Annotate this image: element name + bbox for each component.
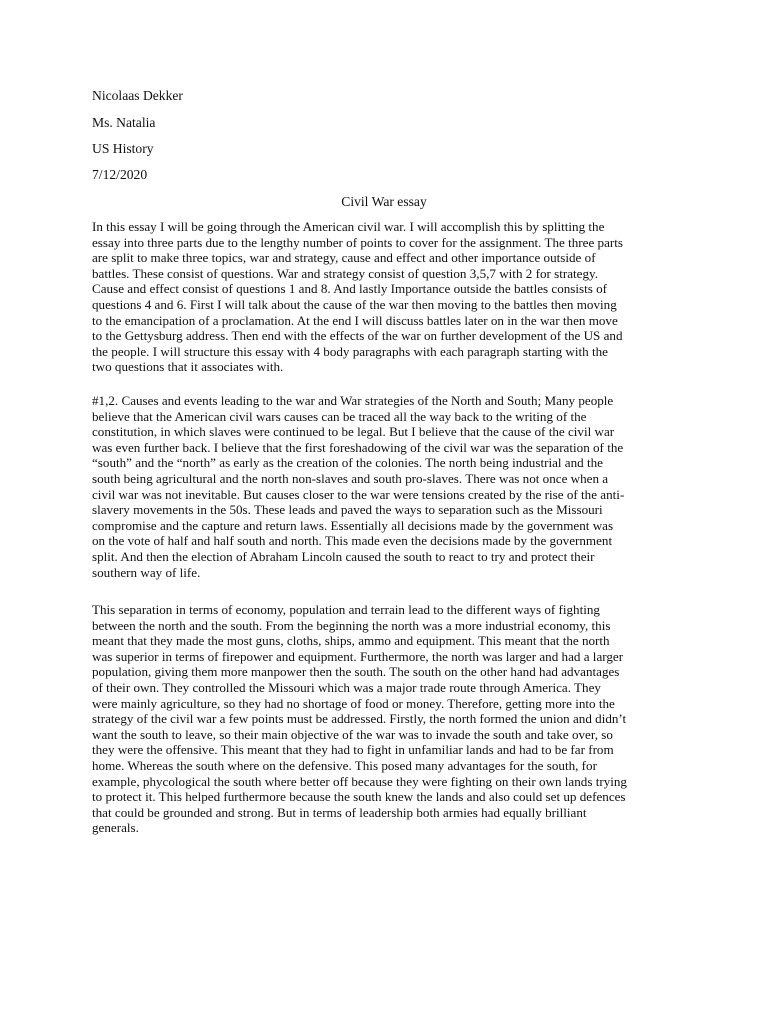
paragraph-line: example, phycological the south where better off because they were fighting on their own lands trying bbox=[92, 773, 627, 789]
paragraph-line: south being agricultural and the north non-slaves and south pro-slaves. There was not once when a bbox=[92, 470, 609, 486]
paragraph-line: population, giving them more manpower then the south. The south on the other hand had advantages bbox=[92, 664, 620, 680]
course-name: US History bbox=[92, 141, 154, 156]
paragraph-line: questions 4 and 6. First I will talk about the cause of the war then moving to the battles then moving bbox=[92, 296, 617, 312]
paragraph-strategy bbox=[92, 602, 675, 836]
paragraph-line: “south” and the “north” as early as the creation of the colonies. The north being industrial and the bbox=[92, 455, 603, 471]
paragraph-line: of their own. They controlled the Missouri which was a major trade route through America. They bbox=[92, 679, 601, 695]
paragraph-intro bbox=[92, 219, 675, 375]
paragraph-causes bbox=[92, 393, 675, 580]
paragraph-line: civil war was not inevitable. But causes closer to the war were tensions created by the rise of the anti- bbox=[92, 486, 625, 502]
paragraph-line: strategy of the civil war a few points must be addressed. Firstly, the north formed the union and didn’t bbox=[92, 711, 627, 727]
paragraph-line: was even further back. I believe that the first foreshadowing of the civil war was the separation of the bbox=[92, 439, 624, 455]
paragraph-line: southern way of life. bbox=[92, 564, 201, 580]
paragraph-line: was superior in terms of firepower and equipment. Furthermore, the north was larger and had a larger bbox=[92, 648, 624, 664]
author-name: Nicolaas Dekker bbox=[92, 88, 183, 103]
paragraph-line: they were the offensive. This meant that they had to fight in unfamiliar lands and had to be far from bbox=[92, 742, 614, 758]
paragraph-line: Cause and effect consist of questions 1 and 8. And lastly Importance outside the battles consists of bbox=[92, 281, 608, 297]
paragraph-line: compromise and the capture and return laws. Essentially all decisions made by the government was bbox=[92, 517, 614, 533]
paragraph-line: #1,2. Causes and events leading to the war and War strategies of the North and South; Many people bbox=[92, 393, 614, 408]
paragraph-line: slavery movements in the 50s. These leads and paved the ways to separation such as the Missouri bbox=[92, 502, 603, 518]
paragraph-line: meant that they made the most guns, cloths, ships, ammo and equipment. This meant that the north bbox=[92, 633, 610, 649]
paragraph-line: home. Whereas the south where on the defensive. This posed many advantages for the south, for bbox=[92, 757, 597, 773]
paragraph-line: constitution, in which slaves were continued to be legal. But I believe that the cause of the civil war bbox=[92, 424, 615, 440]
paragraph-line: the people. I will structure this essay with 4 body paragraphs with each paragraph starting with the bbox=[92, 343, 608, 359]
paragraph-line: to protect it. This helped furthermore because the south knew the lands and also could set up defences bbox=[92, 789, 626, 805]
paragraph-line: generals. bbox=[92, 820, 139, 836]
paragraph-line: that could be grounded and strong. But in terms of leadership both armies had equally brilliant bbox=[92, 804, 587, 820]
teacher-name: Ms. Natalia bbox=[92, 115, 156, 130]
paragraph-line: two questions that it associates with. bbox=[92, 359, 284, 375]
paragraph-line: believe that the American civil wars causes can be traced all the way back to the writing of the bbox=[92, 408, 587, 424]
paragraph-line: battles. These consist of questions. War and strategy consist of question 3,5,7 with 2 for strategy. bbox=[92, 265, 599, 281]
paragraph-line: to the Gettysburg address. Then end with the effects of the war on further development of the US and bbox=[92, 328, 623, 344]
paragraph-line: want the south to leave, so their main objective of the war was to invade the south and take over, so bbox=[92, 726, 613, 742]
paragraph-line: essay into three parts due to the lengthy number of points to cover for the assignment. The three parts bbox=[92, 234, 624, 250]
paragraph-line: split. And then the election of Abraham Lincoln caused the south to react to try and protect their bbox=[92, 548, 595, 564]
paragraph-line: This separation in terms of economy, population and terrain lead to the different ways of fighting bbox=[92, 602, 600, 617]
paragraph-line: are split to make three topics, war and strategy, cause and effect and other importance outside of bbox=[92, 250, 596, 266]
paragraph-line: were mainly agriculture, so they had no shortage of food or money. Therefore, getting more into the bbox=[92, 695, 615, 711]
paragraph-line: In this essay I will be going through the American civil war. I will accomplish this by splitting the bbox=[92, 219, 605, 234]
paragraph-line: on the vote of half and half south and north. This made even the decisions made by the government bbox=[92, 533, 613, 549]
paragraph-line: to the emancipation of a proclamation. At the end I will discuss battles later on in the war then move bbox=[92, 312, 618, 328]
essay-title: Civil War essay bbox=[341, 194, 427, 209]
paragraph-line: between the north and the south. From the beginning the north was a more industrial economy, this bbox=[92, 617, 611, 633]
essay-date: 7/12/2020 bbox=[92, 167, 148, 182]
